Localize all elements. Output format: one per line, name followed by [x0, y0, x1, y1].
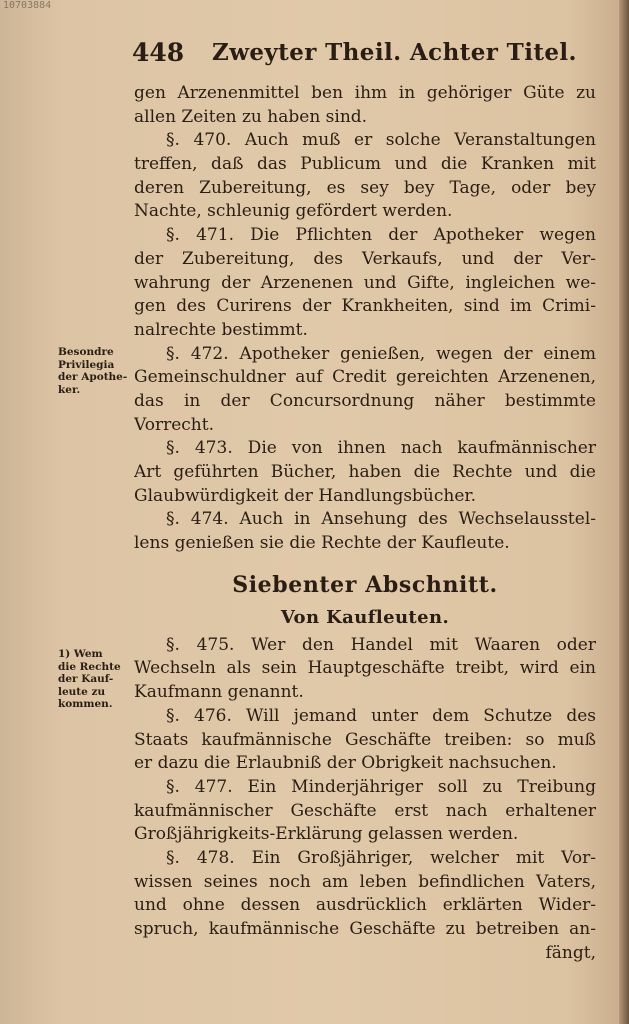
text-line: Glaubwürdigkeit der Handlungsbücher. — [134, 485, 477, 506]
paragraph-473-start: §. 473. Die von ihnen nach kaufmännischer — [166, 438, 596, 459]
note-line: der Apothe- — [58, 371, 128, 383]
text-line: Wechseln als sein Hauptgeschäfte treibt, wird ein — [134, 658, 596, 679]
text-line: Art geführten Bücher, haben die Rechte und die — [134, 462, 596, 482]
text-line: spruch, kaufmännische Geschäfte zu betreiben an- — [134, 919, 596, 939]
text-line: lens genießen sie die Rechte der Kaufleute. — [134, 533, 510, 554]
paragraph-471-start: §. 471. Die Pflichten der Apotheker wegen — [166, 225, 596, 246]
text-line: und ohne dessen ausdrücklich erklärten Wider- — [134, 895, 596, 916]
book-spine-shadow — [619, 0, 629, 1024]
page-number: 448 — [132, 38, 185, 67]
section-spacer — [134, 556, 596, 566]
text-line: der Zubereitung, des Verkaufs, und der Ver- — [134, 248, 596, 269]
text-line: allen Zeiten zu haben sind. — [134, 106, 368, 127]
text-line: er dazu die Erlaubniß der Obrigkeit nachsuchen. — [134, 753, 557, 774]
margin-note-merchant-rights — [58, 648, 130, 711]
note-line: der Kauf- — [58, 673, 114, 685]
text-line: Nachte, schleunig gefördert werden. — [134, 201, 453, 222]
page-header — [132, 38, 598, 72]
text-line: gen des Curirens der Krankheiten, sind im Crimi- — [134, 296, 596, 317]
text-line: gen Arzenenmittel ben ihm in gehöriger Güte zu — [134, 83, 596, 103]
note-line: ker. — [58, 383, 81, 396]
text-line: Gemeinschuldner auf Credit gereichten Arzenenen, — [134, 367, 596, 388]
text-line: kaufmännischer Geschäfte erst nach erhaltener — [134, 800, 596, 821]
paragraph-475-start: §. 475. Wer den Handel mit Waaren oder — [166, 634, 596, 655]
running-head: Zweyter Theil. Achter Titel. — [212, 39, 577, 66]
note-line: 1) Wem — [58, 648, 103, 660]
note-line: Besondre — [58, 346, 114, 358]
text-line: nalrechte bestimmt. — [134, 319, 308, 340]
paragraph-470-start: §. 470. Auch muß er solche Veranstaltungen — [166, 130, 596, 151]
text-line: Vorrecht. — [134, 414, 214, 435]
text-line: Großjährigkeits-Erklärung gelassen werden. — [134, 824, 519, 845]
paragraph-477-start: §. 477. Ein Minderjähriger soll zu Treibung — [166, 776, 596, 797]
margin-note-apothecary-privileges — [58, 346, 130, 396]
note-line: die Rechte — [58, 660, 121, 673]
library-stamp: 10703884 — [3, 0, 52, 11]
paragraph-476-start: §. 476. Will jemand unter dem Schutze des — [166, 705, 596, 726]
text-line: Kaufmann genannt. — [134, 682, 304, 703]
text-line: wahrung der Arzenenen und Gifte, ingleichen we- — [134, 272, 596, 293]
paragraph-478-start: §. 478. Ein Großjähriger, welcher mit Vor- — [166, 847, 596, 868]
section-subtitle: Von Kaufleuten. — [280, 606, 450, 628]
paragraph-472-start: §. 472. Apotheker genießen, wegen der einem — [166, 343, 596, 364]
paragraph-474-start: §. 474. Auch in Ansehung des Wechselausstel- — [166, 509, 596, 530]
text-line: wissen seines noch am leben befindlichen Vaters, — [134, 871, 596, 892]
note-line: Privilegia — [58, 358, 115, 371]
text-line: fängt, — [545, 942, 596, 963]
text-line: Staats kaufmännische Geschäfte treiben: so muß — [134, 729, 596, 750]
text-line: das in der Concursordnung näher bestimmte — [134, 390, 596, 411]
text-line: treffen, daß das Publicum und die Kranken mit — [134, 154, 596, 175]
section-title: Siebenter Abschnitt. — [232, 571, 498, 598]
note-line: leute zu — [58, 685, 106, 698]
body-text — [134, 82, 596, 965]
text-line: deren Zubereitung, es sey bey Tage, oder bey — [134, 177, 596, 198]
note-line: kommen. — [58, 698, 113, 710]
